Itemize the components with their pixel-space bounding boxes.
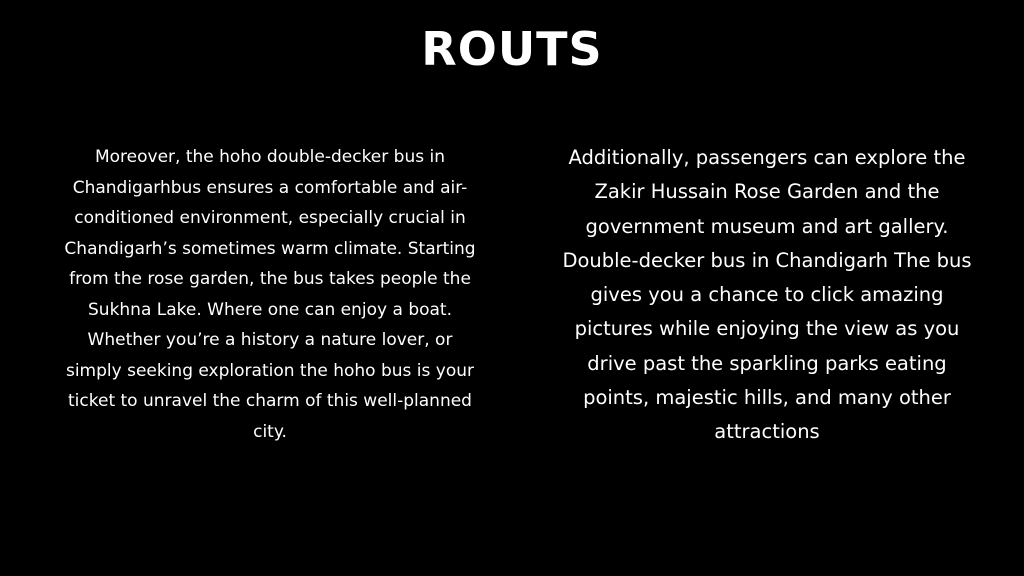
left-paragraph: Moreover, the hoho double-decker bus in Chandigarhbus ensures a comfortable and air-conditioned environment, especially crucial in Chandigarh’s sometimes warm climate. Starting from the rose garden, the bus takes people the Sukhna Lake. Where one can enjoy a boat. Whether you’re a history a nature lover, or simply seeking exploration the hoho bus is your ticket to unravel the charm of this well-planned city. <box>64 147 476 442</box>
slide-title: ROUTS <box>421 22 603 76</box>
right-paragraph: Additionally, passengers can explore the Zakir Hussain Rose Garden and the government museum and art gallery. Double-decker bus in Chandigarh The bus gives you a chance to click amazing pictures while enjoying the view as you drive past the sparkling parks eating points, majestic hills, and many other attractions <box>562 146 972 444</box>
